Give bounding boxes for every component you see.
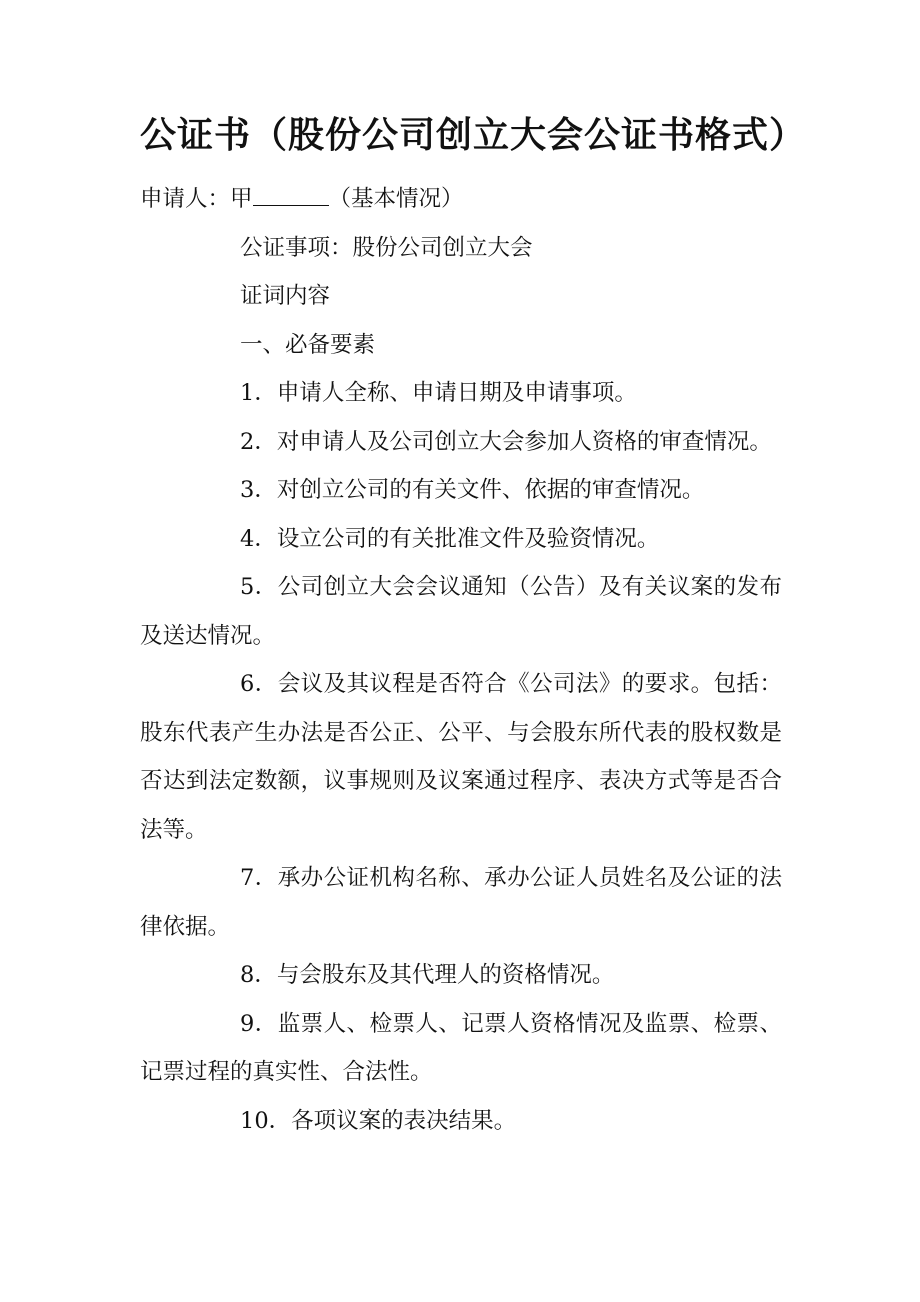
list-item: 1．申请人全称、申请日期及申请事项。: [240, 380, 637, 406]
list-item: 10．各项议案的表决结果。: [240, 1107, 517, 1134]
list-item: 4．设立公司的有关批准文件及验资情况。: [240, 525, 660, 552]
list-item: 8．与会股东及其代理人的资格情况。: [240, 962, 615, 988]
section-heading: 一、必备要素: [240, 331, 376, 358]
content-heading: 证词内容: [240, 283, 331, 309]
list-item: 2．对申请人及公司创立大会参加人资格的审查情况。: [240, 428, 772, 455]
applicant-line: [140, 175, 782, 224]
list-item: 5．公司创立大会会议通知（公告）及有关议案的发布及送达情况。: [140, 574, 782, 649]
list-item: 7．承办公证机构名称、承办公证人员姓名及公证的法律依据。: [140, 865, 782, 940]
applicant-suffix: （基本情况）: [328, 186, 464, 212]
applicant-blank: [253, 183, 329, 206]
document-title: 公证书（股份公司创立大会公证书格式）: [140, 115, 807, 156]
list-item: 9．监票人、检票人、记票人资格情况及监票、检票、记票过程的真实性、合法性。: [140, 1010, 782, 1085]
matter-line: 公证事项：股份公司创立大会: [240, 234, 533, 261]
applicant-label: 申请人：甲: [140, 186, 253, 212]
list-item: 3．对创立公司的有关文件、依据的审查情况。: [240, 477, 705, 503]
list-item: 6．会议及其议程是否符合《公司法》的要求。包括：股东代表产生办法是否公正、公平、与会股东所代表的股权数是否达到法定数额，议事规则及议案通过程序、表决方式等是否合法等。: [140, 671, 782, 843]
document-body: [140, 175, 782, 1145]
